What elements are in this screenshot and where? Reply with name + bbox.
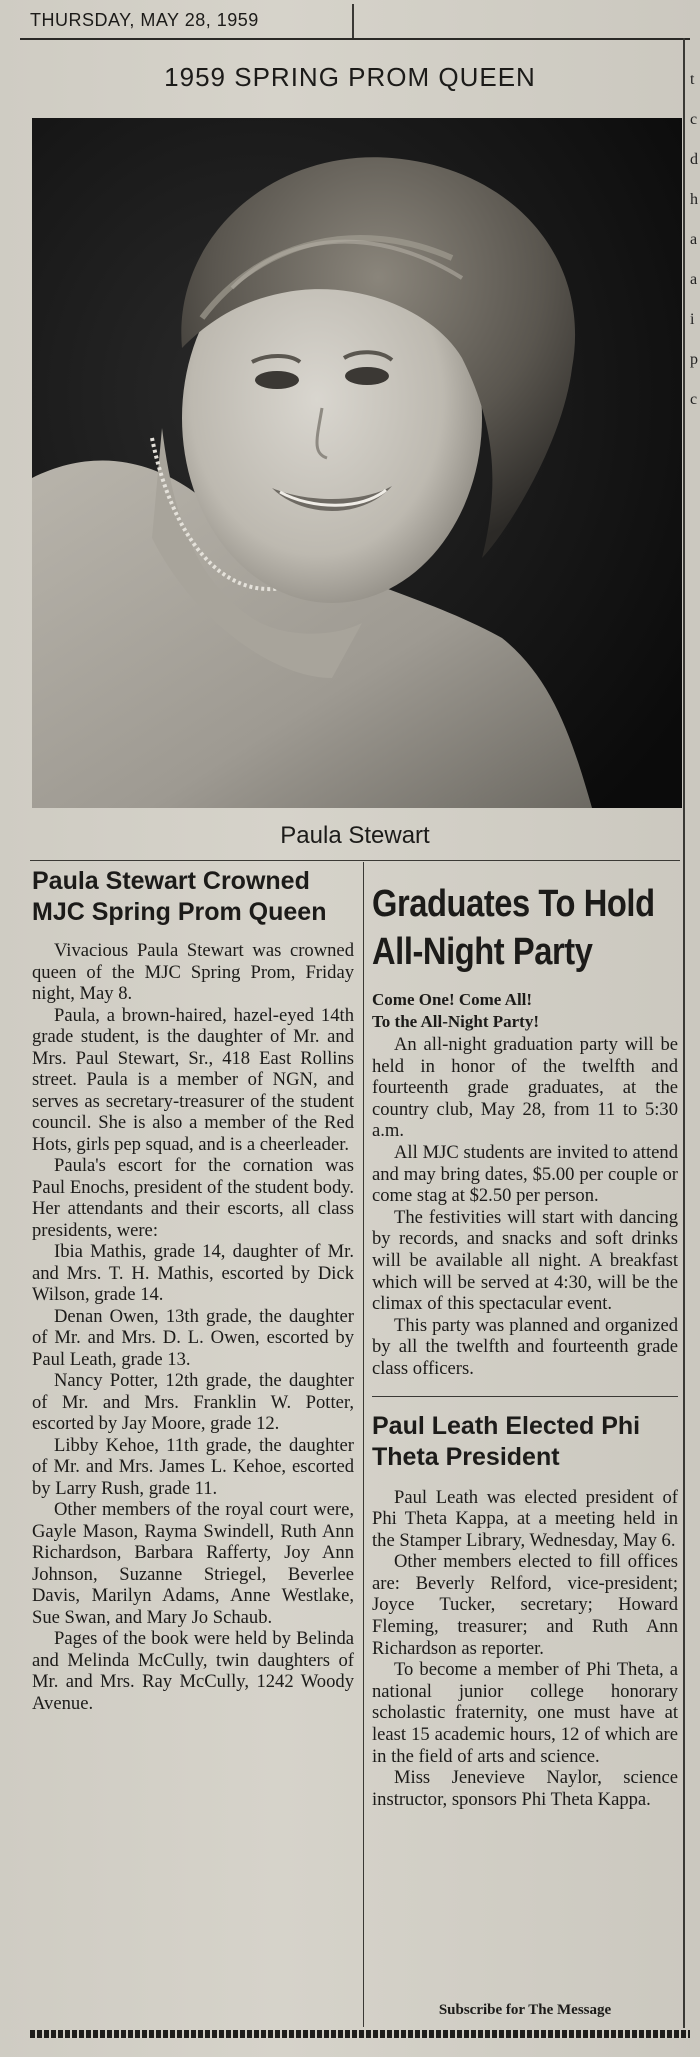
portrait-photo (32, 118, 682, 808)
article-paragraph: To become a member of Phi Theta, a national junior college honorary scholastic fraternity, one must have at least 15 academic hours, 12 of which are in the field of arts and science. (372, 1659, 678, 1767)
article-paragraph: Other members of the royal court were, Gayle Mason, Rayma Swindell, Ruth Ann Richardson, Barbara Rafferty, Joy Ann Johnson, Suzanne Striegel, Beverlee Davis, Marilyn Adams, Anne Westlake, Sue Swan, and Mary Jo Schaub. (32, 1499, 354, 1628)
article-paragraph: Ibia Mathis, grade 14, daughter of Mr. and Mrs. T. H. Mathis, escorted by Dick Wilson, grade 14. (32, 1241, 354, 1305)
article-paragraph: Paula's escort for the cornation was Paul Enochs, president of the student body. Her attendants and their escorts, all class presidents, were: (32, 1155, 354, 1241)
portrait-image (32, 118, 682, 808)
article-prom-queen (32, 866, 354, 1714)
adjacent-column-fragment: t c d h a a i p c (690, 71, 698, 408)
right-column (372, 880, 678, 1810)
article-paragraph: Paul Leath was elected president of Phi Theta Kappa, at a meeting held in the Stamper Library, Wednesday, May 6. (372, 1486, 678, 1551)
bottom-border (30, 2030, 690, 2038)
article-paragraph: Denan Owen, 13th grade, the daughter of Mr. and Mrs. D. L. Owen, escorted by Paul Leath, grade 13. (32, 1305, 354, 1370)
photo-caption: Paula Stewart (280, 822, 430, 849)
article-paragraph: Paula, a brown-haired, hazel-eyed 14th grade student, is the daughter of Mr. and Mrs. Paul Stewart, Sr., 418 East Rollins street. Paula is a member of NGN, and serves as secretary-treasurer of the student council. She is also a member of the Red Hots, girls pep squad, and is a cheerleader. (32, 1004, 354, 1155)
article-headline: Paul Leath Elected Phi Theta President (372, 1411, 641, 1471)
article-paragraph: Nancy Potter, 12th grade, the daughter of Mr. and Mrs. Franklin W. Potter, escorted by Jay Moore, grade 12. (32, 1370, 354, 1434)
right-column-rule (683, 38, 685, 2028)
column-divider (363, 862, 364, 2027)
article-subhead: Come One! Come All! (372, 990, 533, 1009)
article-paragraph: Pages of the book were held by Belinda and Melinda McCully, twin daughters of Mr. and Mrs. Ray McCully, 1242 Woody Avenue. (32, 1628, 354, 1714)
caption-rule (30, 860, 680, 861)
article-headline: Paula Stewart Crowned MJC Spring Prom Queen (32, 867, 327, 926)
article-paragraph: The festivities will start with dancing by records, and snacks and soft drinks will be available all night. A breakfast which will be served at 4:30, will be the climax of this spectacular event. (372, 1206, 678, 1315)
article-separator (372, 1396, 678, 1397)
subscribe-note: Subscribe for The Message (438, 2002, 612, 2018)
dateline: THURSDAY, MAY 28, 1959 (30, 10, 259, 30)
article-paragraph: Libby Kehoe, 11th grade, the daughter of Mr. and Mrs. James L. Kehoe, escorted by Larry Rush, grade 11. (32, 1434, 354, 1499)
article-subhead: To the All-Night Party! (372, 1012, 540, 1031)
article-paragraph: All MJC students are invited to attend and may bring dates, $5.00 per couple or come stag at $2.50 per person. (372, 1141, 678, 1207)
article-paragraph: Other members elected to fill offices are: Beverly Relford, vice-president; Joyce Tucker, secretary; Howard Fleming, treasurer; and Ruth Ann Richardson as reporter. (372, 1551, 678, 1659)
article-headline: Graduates To Hold All-Night Party (372, 883, 655, 973)
article-paragraph: Miss Jenevieve Naylor, science instructor, sponsors Phi Theta Kappa. (372, 1767, 678, 1810)
header-divider (352, 4, 354, 38)
photo-headline: 1959 SPRING PROM QUEEN (164, 62, 536, 92)
article-paragraph: Vivacious Paula Stewart was crowned queen of the MJC Spring Prom, Friday night, May 8. (32, 940, 354, 1004)
article-paragraph: An all-night graduation party will be held in honor of the twelfth and fourteenth grade graduates, at the country club, May 28, from 11 to 5:30 a.m. (372, 1034, 678, 1142)
article-paragraph: This party was planned and organized by all the twelfth and fourteenth grade class officers. (372, 1314, 678, 1379)
header-rule (20, 38, 690, 40)
